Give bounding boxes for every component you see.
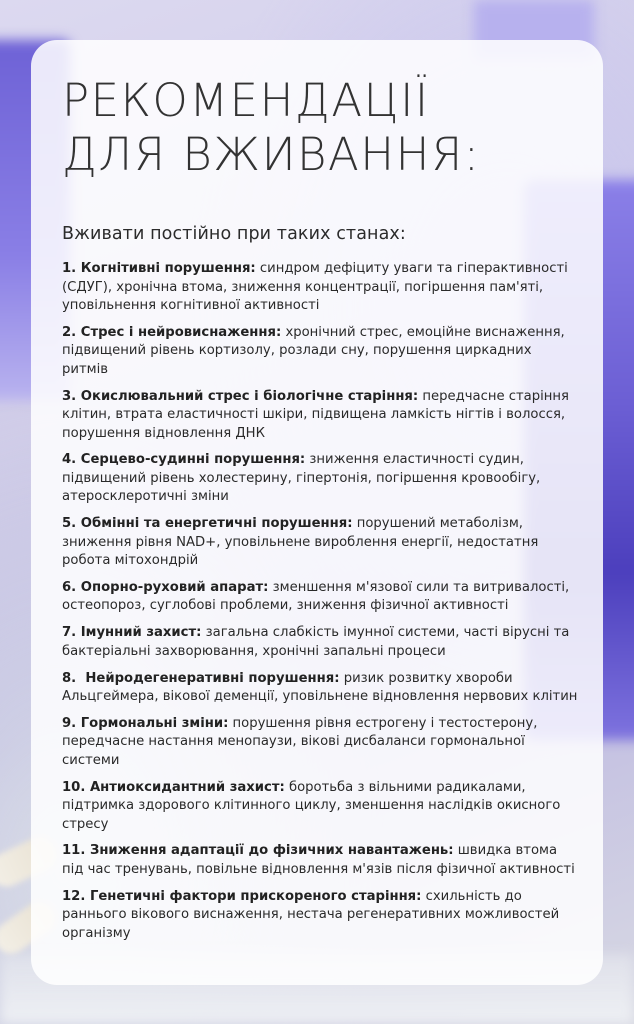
list-item-text: порушений метаболізм, зниження рівня NAD+, уповільнене вироблення енергії, недостатня робота мітохондрій — [62, 516, 539, 569]
list-item — [62, 451, 578, 507]
page-title-line-1: РЕКОМЕНДАЦІЇ — [62, 74, 430, 127]
list-item-text: зменшення м'язової сили та витривалості, остеопороз, суглобові проблеми, зниження фізичної активності — [62, 579, 570, 614]
list-item — [62, 842, 578, 879]
list-item — [62, 888, 578, 944]
list-item-heading: 8. Нейродегенеративні порушення: — [62, 670, 340, 686]
page-title-line-2: ДЛЯ ВЖИВАННЯ: — [62, 128, 481, 181]
page-title — [62, 74, 603, 182]
list-item-text: швидка втома під час тренувань, повільне відновлення м'язів після фізичної активності — [62, 843, 575, 877]
list-item — [62, 715, 578, 771]
list-item-text: боротьба з вільними радикалами, підтримка здорового клітинного циклу, зменшення наслідків окисного стресу — [62, 779, 561, 832]
list-item-heading: 4. Серцево-судинні порушення: — [62, 452, 306, 468]
list-item-heading: 11. Зниження адаптації до фізичних навантажень: — [62, 843, 454, 859]
list-item-heading: 5. Обмінні та енергетичні порушення: — [62, 516, 353, 532]
list-item — [62, 579, 578, 616]
list-item-heading: 3. Окислювальний стрес і біологічне старіння: — [62, 388, 419, 404]
list-item — [62, 624, 578, 661]
list-item-text: зниження еластичності судин, підвищений рівень холестерину, гіпертонія, погіршення кровообігу, атеросклеротичні зміни — [62, 452, 541, 505]
list-item — [62, 388, 578, 444]
list-item-text: хронічний стрес, емоційне виснаження, підвищений рівень кортизолу, розлади сну, порушення циркадних ритмів — [62, 324, 565, 377]
list-item — [62, 260, 578, 316]
list-item-heading: 2. Стрес і нейровиснаження: — [62, 324, 282, 340]
list-item-heading: 6. Опорно-руховий апарат: — [62, 579, 269, 595]
list-item — [62, 779, 578, 835]
list-item-text: порушення рівня естрогену і тестостерону, передчасне настання менопаузи, вікові дисбаланси гормональної системи — [62, 715, 538, 768]
list-item-text: загальна слабкість імунної системи, часті вірусні та бактеріальні захворювання, хронічні запальні процеси — [62, 625, 570, 659]
list-item-heading: 7. Імунний захист: — [62, 625, 202, 641]
list-item — [62, 515, 578, 571]
list-item-text: схильність до раннього вікового виснаження, нестача регенеративних можливостей організму — [62, 888, 560, 941]
conditions-list — [62, 260, 578, 943]
list-item-heading: 9. Гормональні зміни: — [62, 715, 229, 731]
recommendations-card — [31, 40, 603, 985]
list-item-text: ризик розвитку хвороби Альцгеймера, вікової деменції, уповільнене відновлення нервових клітин — [62, 670, 578, 705]
list-item — [62, 670, 578, 707]
list-item-text: передчасне старіння клітин, втрата еластичності шкіри, підвищена ламкість нігтів і волосся, порушення відновлення ДНК — [62, 388, 569, 441]
list-item-heading: 1. Когнітивні порушення: — [62, 261, 256, 276]
list-item-text: синдром дефіциту уваги та гіперактивності (СДУГ), хронічна втома, зниження концентрації, погіршення пам'яті, уповільнення когнітивної активності — [62, 261, 568, 313]
intro-text: Вживати постійно при таких станах: — [62, 224, 406, 244]
list-item-heading: 12. Генетичні фактори прискореного старіння: — [62, 888, 422, 904]
list-item — [62, 324, 578, 380]
list-item-heading: 10. Антиоксидантний захист: — [62, 779, 285, 795]
